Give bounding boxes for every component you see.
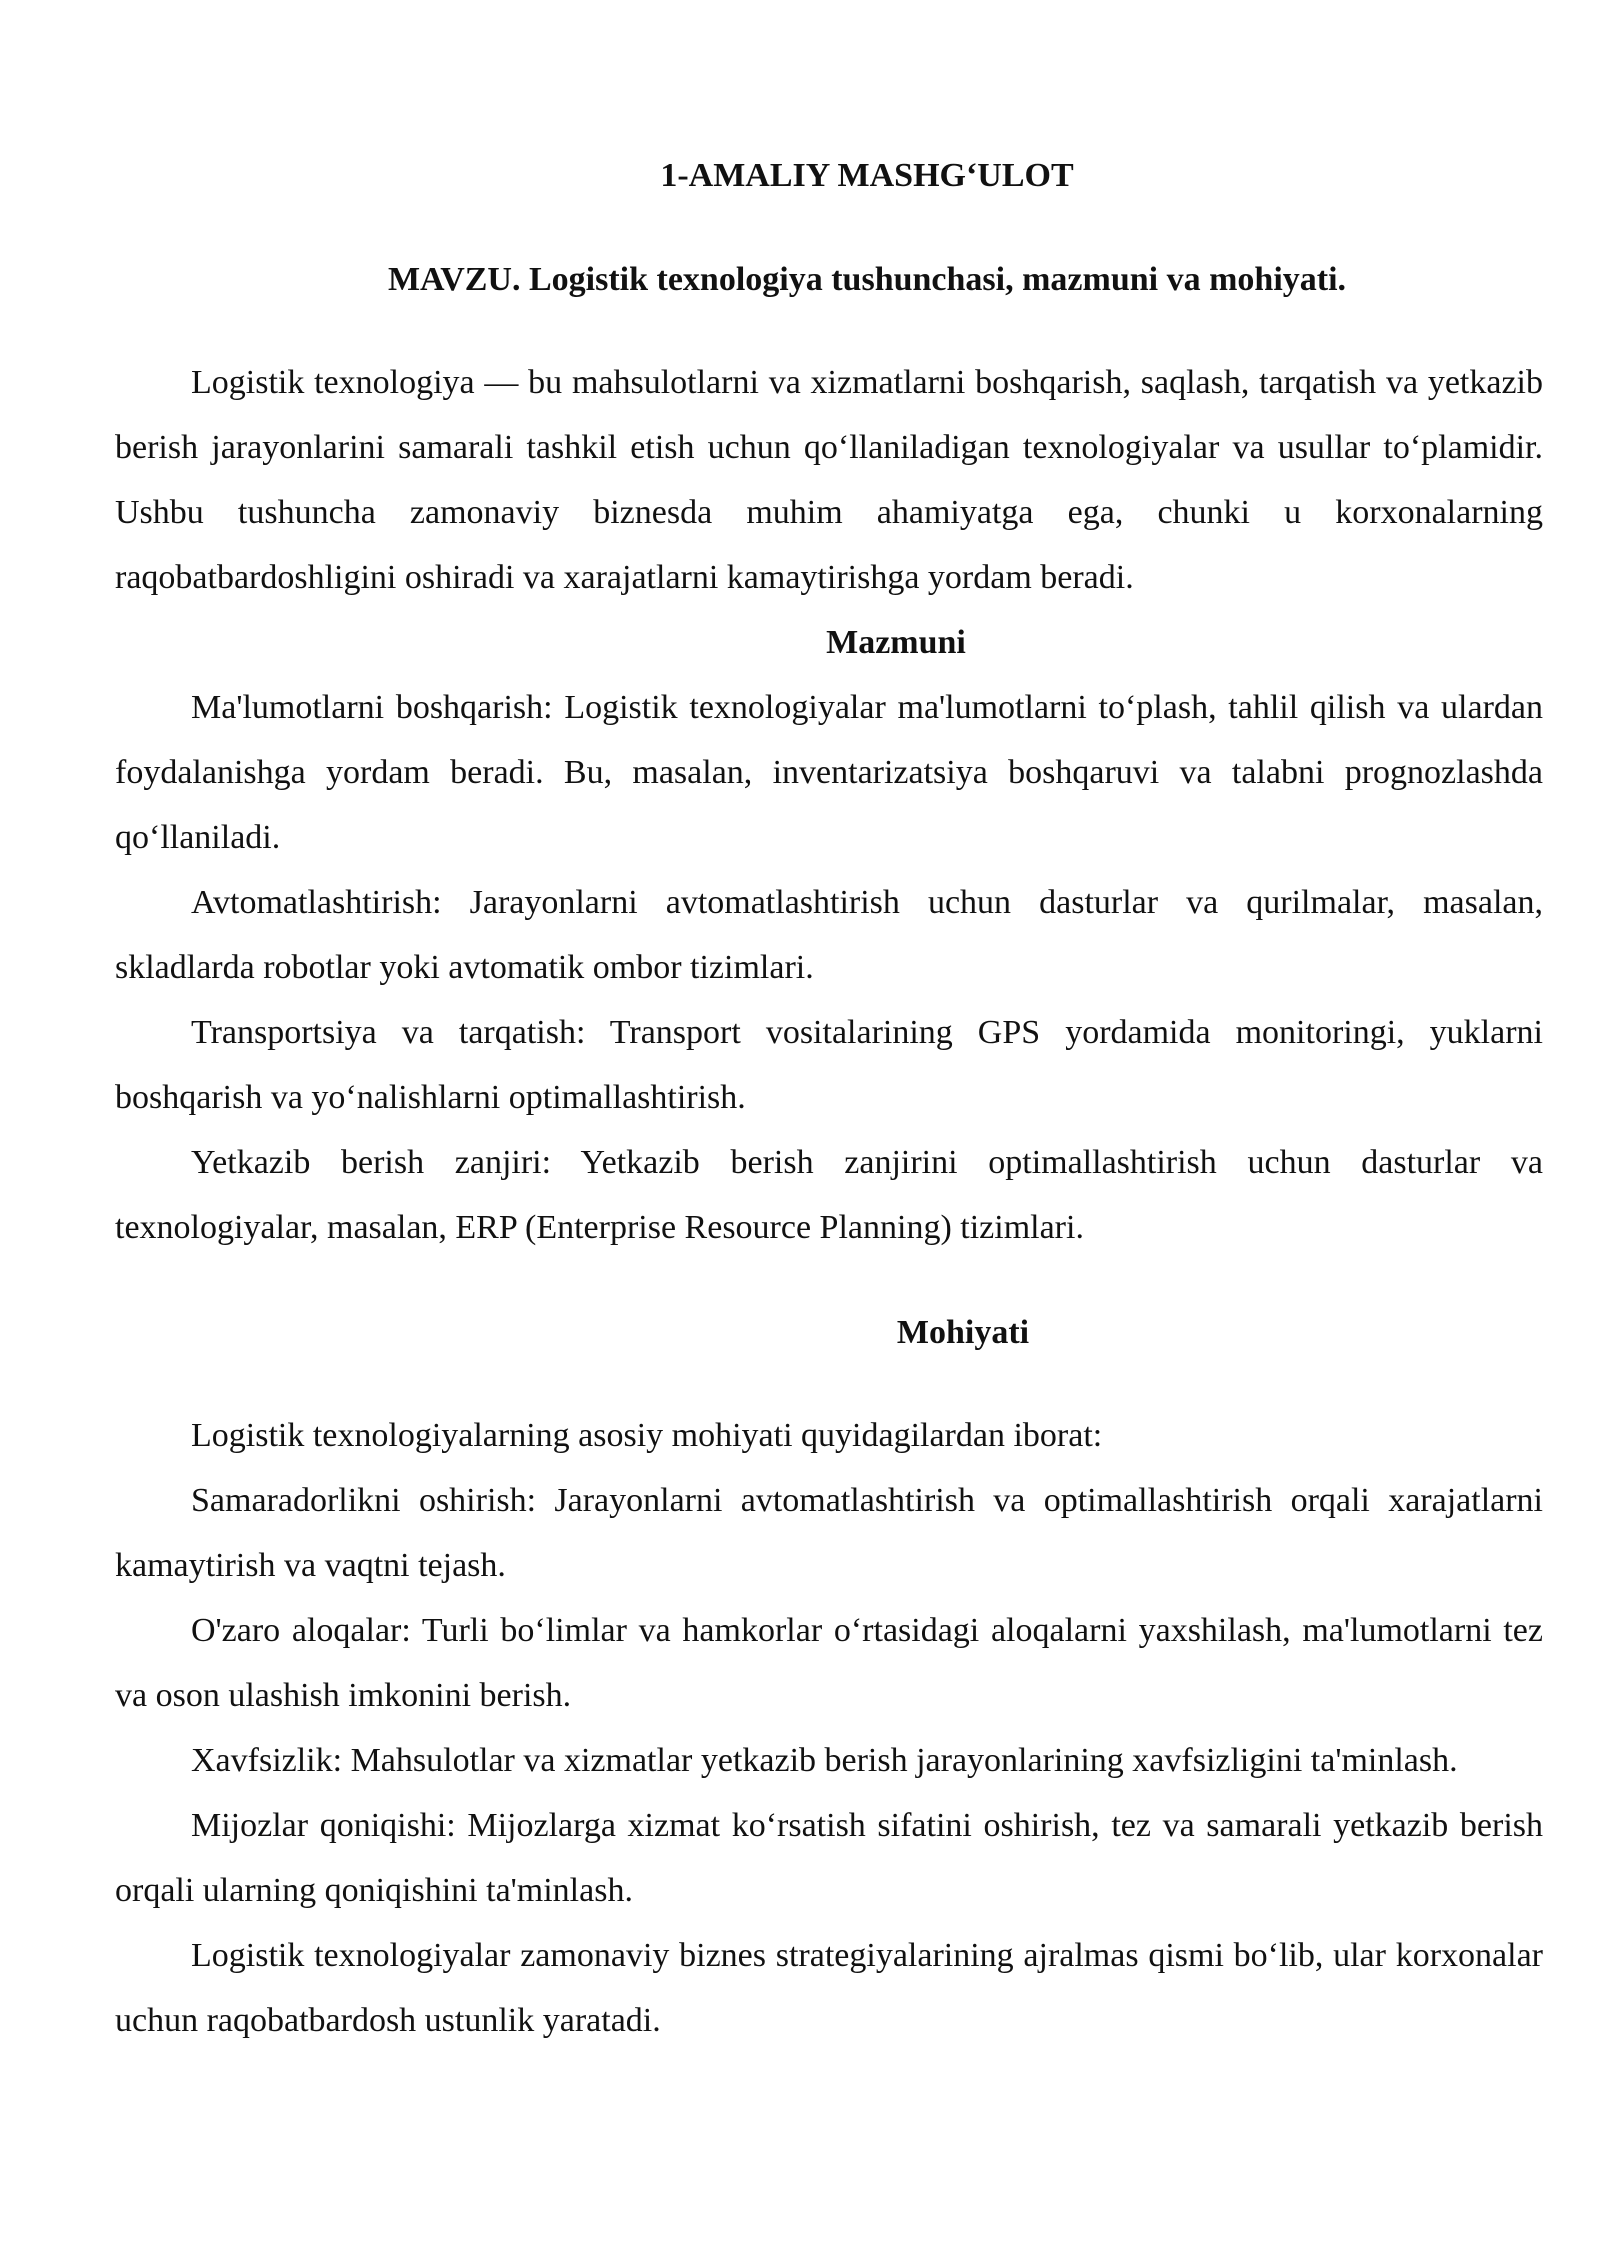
mazmuni-section (115, 610, 1543, 1260)
intro-paragraph: Logistik texnologiya — bu mahsulotlarni va xizmatlarni boshqarish, saqlash, tarqatish va yetkazib berish jarayonlarini samarali tashkil etish uchun qo‘llaniladigan texnologiyalar va usullar to‘plamidir. Ushbu tushuncha zamonaviy biznesda muhim ahamiyatga ega, chunki u korxonalarning raqobatbardoshligini oshiradi va xarajatlarni kamaytirishga yordam beradi. (115, 364, 1543, 596)
mohiyati-paragraph: O'zaro aloqalar: Turli bo‘limlar va hamkorlar o‘rtasidagi aloqalarni yaxshilash, ma'lumotlarni tez va oson ulashish imkonini berish. (115, 1612, 1543, 1714)
mazmuni-heading: Mazmuni (826, 624, 966, 661)
document-title: 1-AMALIY MASHG‘ULOT (660, 157, 1074, 194)
mohiyati-paragraph: Mijozlar qoniqishi: Mijozlarga xizmat ko‘rsatish sifatini oshirish, tez va samarali yetkazib berish orqali ularning qoniqishini ta'minlash. (115, 1807, 1543, 1909)
mohiyati-heading: Mohiyati (896, 1314, 1030, 1351)
mazmuni-paragraph: Ma'lumotlarni boshqarish: Logistik texnologiyalar ma'lumotlarni to‘plash, tahlil qilish va ulardan foydalanishga yordam beradi. Bu, masalan, inventarizatsiya boshqaruvi va talabni prognozlashda qo‘llaniladi. (115, 689, 1543, 856)
mazmuni-paragraph: Yetkazib berish zanjiri: Yetkazib berish zanjirini optimallashtirish uchun dasturlar va texnologiyalar, masalan, ERP (Enterprise Resource Planning) tizimlari. (115, 1144, 1543, 1246)
mazmuni-paragraph: Avtomatlashtirish: Jarayonlarni avtomatlashtirish uchun dasturlar va qurilmalar, masalan, skladlarda robotlar yoki avtomatik ombor tizimlari. (115, 884, 1543, 986)
document-subject: MAVZU. Logistik texnologiya tushunchasi, mazmuni va mohiyati. (387, 261, 1347, 298)
mohiyati-section (115, 1403, 1543, 2053)
mohiyati-paragraph: Xavfsizlik: Mahsulotlar va xizmatlar yetkazib berish jarayonlarining xavfsizligini ta'minlash. (191, 1742, 1458, 1779)
mohiyati-paragraph: Logistik texnologiyalar zamonaviy biznes strategiyalarining ajralmas qismi bo‘lib, ular korxonalar uchun raqobatbardosh ustunlik yaratadi. (115, 1937, 1543, 2039)
intro-section (115, 350, 1543, 610)
mazmuni-paragraph: Transportsiya va tarqatish: Transport vositalarining GPS yordamida monitoringi, yuklarni boshqarish va yo‘nalishlarni optimallashtirish. (115, 1014, 1543, 1116)
mohiyati-paragraph: Logistik texnologiyalarning asosiy mohiyati quyidagilardan iborat: (191, 1417, 1103, 1454)
mohiyati-paragraph: Samaradorlikni oshirish: Jarayonlarni avtomatlashtirish va optimallashtirish orqali xarajatlarni kamaytirish va vaqtni tejash. (115, 1482, 1543, 1584)
